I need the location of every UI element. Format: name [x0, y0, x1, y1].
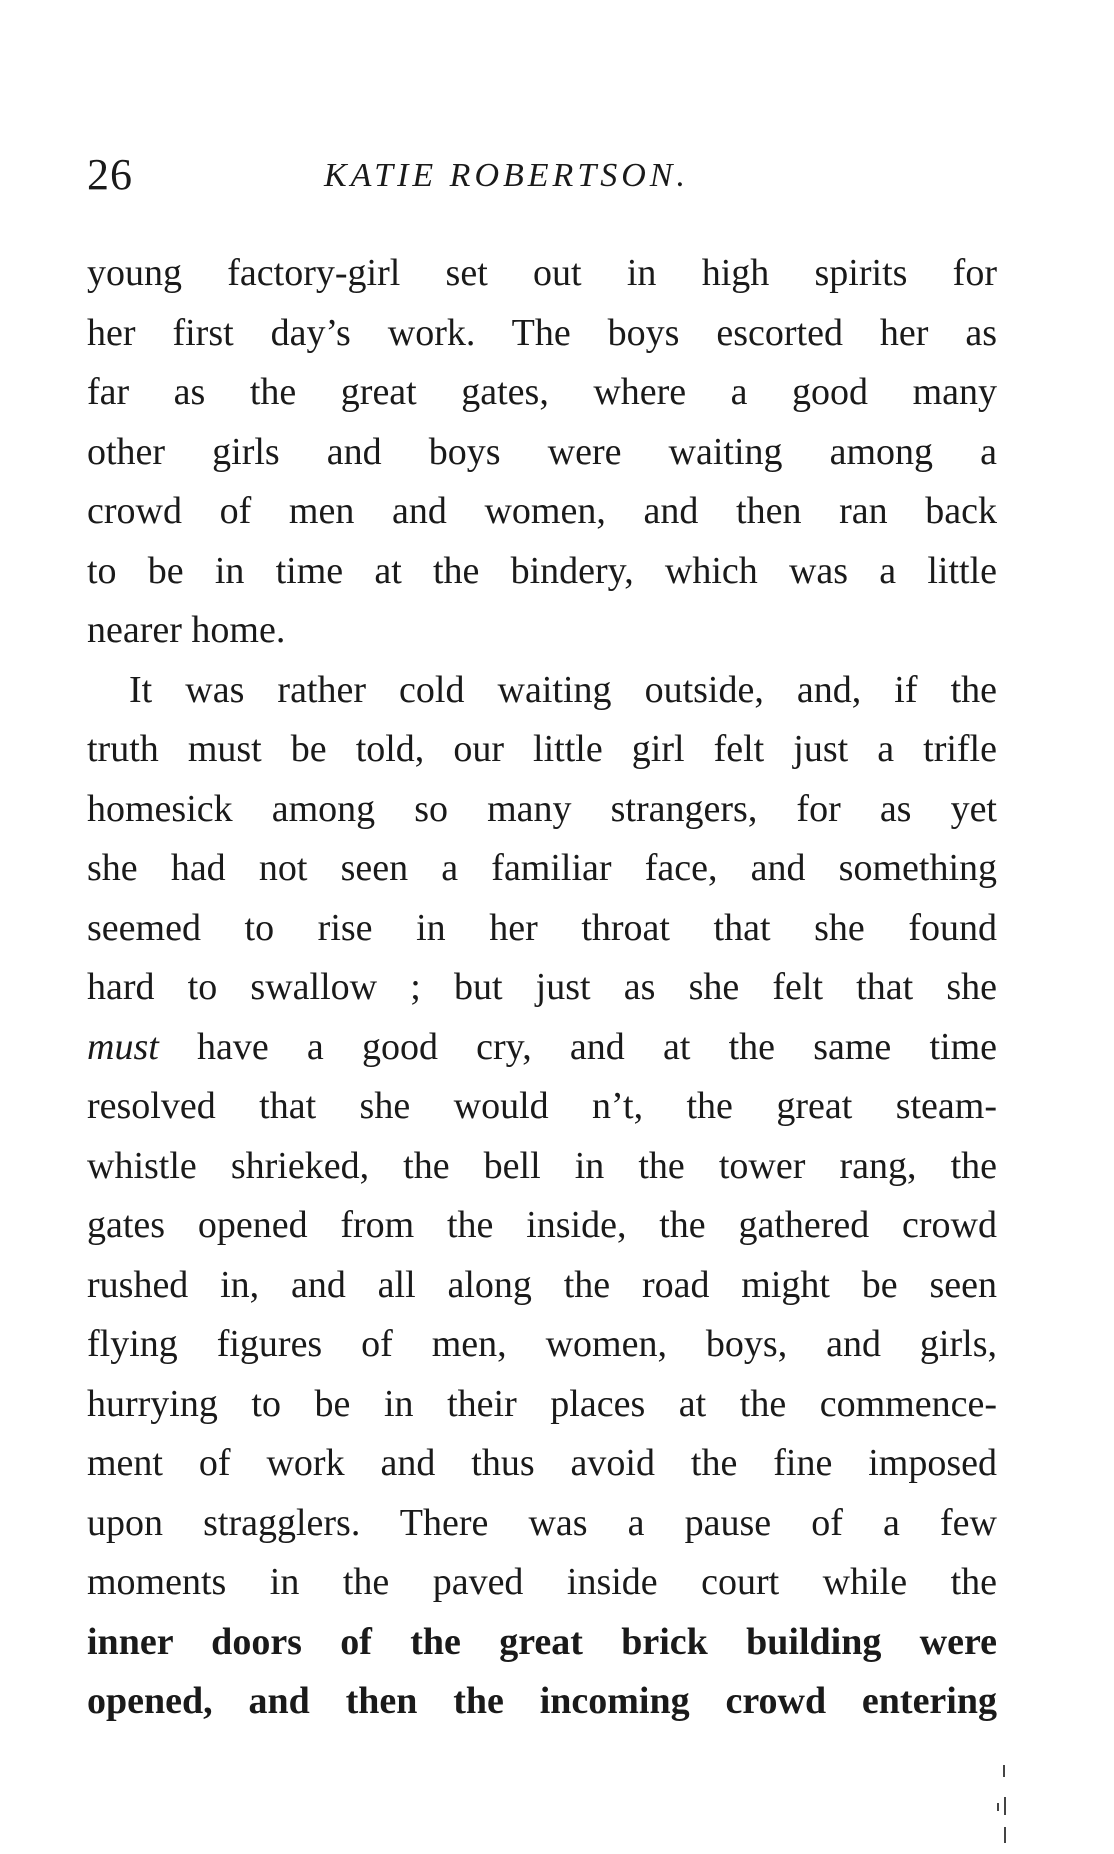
text-line: far as the great gates, where a good many [87, 371, 997, 413]
emphasis-word: must [87, 1025, 159, 1068]
text-line: hurrying to be in their places at the commence- [87, 1382, 997, 1425]
text-line: ment of work and thus avoid the fine imposed [87, 1442, 997, 1484]
text-line: upon stragglers. There was a pause of a few [87, 1501, 997, 1544]
text-line: rushed in, and all along the road might be seen [87, 1263, 997, 1306]
text-line: nearer home. [87, 609, 286, 651]
text-line-rest: have a good cry, and at the same time [158, 1025, 997, 1068]
text-line: her first day’s work. The boys escorted her as [87, 311, 997, 354]
running-head [87, 150, 1007, 200]
text-line: flying figures of men, women, boys, and girls, [87, 1323, 997, 1365]
text-line: other girls and boys were waiting among a [87, 430, 997, 473]
text-line: moments in the paved inside court while the [87, 1561, 997, 1603]
text-line: she had not seen a familiar face, and something [87, 847, 997, 889]
text-line: crowd of men and women, and then ran back [87, 490, 997, 532]
text-line: hard to swallow ; but just as she felt that she [87, 966, 997, 1008]
text-line: to be in time at the bindery, which was a little [87, 549, 997, 592]
body-text [87, 244, 997, 1732]
text-line: resolved that she would n’t, the great steam- [87, 1085, 997, 1127]
text-line: young factory-girl set out in high spirits for [87, 252, 997, 294]
page-number: 26 [87, 150, 133, 199]
text-line: gates opened from the inside, the gathered crowd [87, 1204, 997, 1246]
text-line: truth must be told, our little girl felt just a trifle [87, 728, 997, 770]
text-line: homesick among so many strangers, for as yet [87, 787, 997, 830]
running-title: KATIE ROBERTSON. [324, 157, 689, 194]
text-line: inner doors of the great brick building were [87, 1620, 997, 1663]
text-line: opened, and then the incoming crowd entering [87, 1680, 997, 1722]
text-line: whistle shrieked, the bell in the tower rang, the [87, 1144, 997, 1187]
text-line: seemed to rise in her throat that she found [87, 906, 997, 949]
text-line: It was rather cold waiting outside, and, if the [129, 668, 997, 711]
text-line-italic-start [87, 1018, 997, 1078]
margin-scan-marks [995, 1765, 1009, 1850]
